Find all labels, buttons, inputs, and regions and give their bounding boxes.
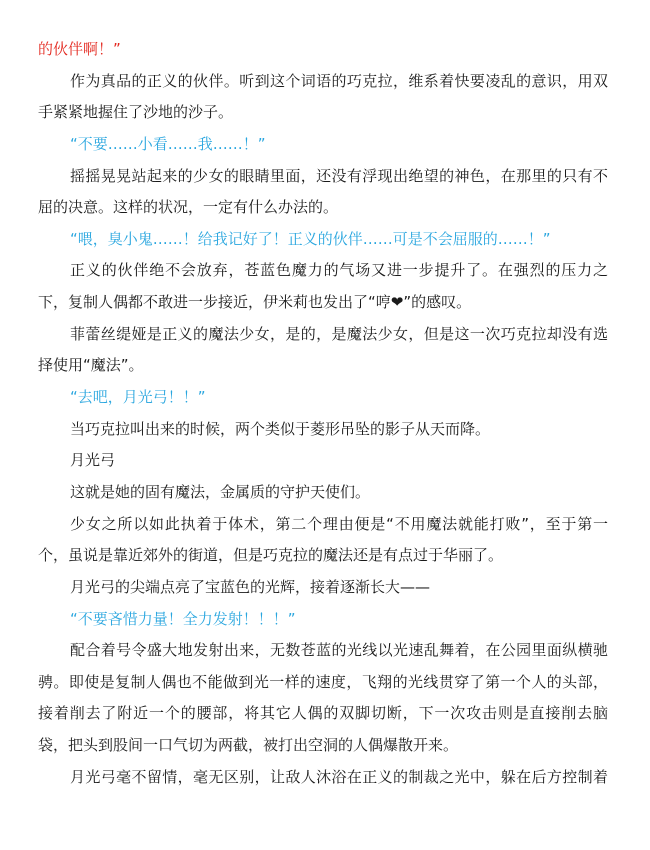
text-line: 月光弓的尖端点亮了宝蓝色的光辉，接着逐渐长大—— (70, 577, 431, 596)
narration-paragraph (38, 445, 608, 477)
narration-paragraph (38, 762, 608, 794)
narration-paragraph (38, 161, 608, 224)
text-line: 少女之所以如此执着于体术，第二个理由便是“不用魔法就能打败”，至于第一 (70, 514, 608, 533)
narration-paragraph (38, 255, 608, 318)
text-line: 摇摇晃晃站起来的少女的眼睛里面，还没有浮现出绝望的神色，在那里的只有不 (70, 166, 608, 185)
text-line: 择使用“魔法”。 (38, 356, 144, 375)
text-line: 配合着号令盛大地发射出来，无数苍蓝的光线以光速乱舞着，在公园里面纵横驰 (70, 641, 608, 660)
text-line: 的伙伴啊！” (38, 40, 121, 58)
text-line: 菲蕾丝缇娅是正义的魔法少女，是的，是魔法少女，但是这一次巧克拉却没有选 (70, 324, 608, 343)
narration-paragraph (38, 509, 608, 572)
dialogue-paragraph (38, 129, 608, 161)
text-line: 当巧克拉叫出来的时候，两个类似于菱形吊坠的影子从天而降。 (70, 419, 491, 438)
dialogue-paragraph (38, 224, 608, 256)
dialogue-paragraph (38, 34, 608, 66)
text-line: “不要吝惜力量！全力发射！！！” (70, 609, 296, 628)
narration-paragraph (38, 66, 608, 129)
narration-paragraph (38, 414, 608, 446)
text-line: “不要……小看……我……！” (70, 134, 266, 153)
narration-paragraph (38, 572, 608, 604)
text-line: 月光弓 (70, 451, 116, 470)
text-line: 袋，把头到股间一口气切为两截，被打出空洞的人偶爆散开来。 (38, 736, 459, 755)
narration-paragraph (38, 635, 608, 762)
dialogue-paragraph (38, 382, 608, 414)
text-line: 骋。即使是复制人偶也不能做到光一样的速度，飞翔的光线贯穿了第一个人的头部， (38, 672, 608, 691)
text-line: 个，虽说是靠近郊外的街道，但是巧克拉的魔法还是有点过于华丽了。 (38, 546, 504, 565)
text-line: 手紧紧地握住了沙地的沙子。 (38, 103, 234, 122)
text-line: 屈的决意。这样的状况，一定有什么办法的。 (38, 198, 339, 217)
text-line: “去吧，月光弓！！” (70, 388, 206, 407)
text-line: “喂，臭小鬼……！给我记好了！正义的伙伴……可是不会屈服的……！” (70, 229, 551, 248)
narration-paragraph (38, 477, 608, 509)
text-line: 正义的伙伴绝不会放弃，苍蓝色魔力的气场又进一步提升了。在强烈的压力之 (70, 261, 608, 280)
page-text (38, 34, 608, 793)
text-line: 作为真品的正义的伙伴。听到这个词语的巧克拉，维系着快要凌乱的意识，用双 (70, 71, 608, 90)
text-line: 这就是她的固有魔法，金属质的守护天使们。 (70, 482, 371, 501)
text-line: 接着削去了附近一个的腰部，将其它人偶的双脚切断，下一次攻击则是直接削去脑 (38, 704, 608, 723)
dialogue-paragraph (38, 604, 608, 636)
text-line: 月光弓毫不留情，毫无区别，让敌人沐浴在正义的制裁之光中，躲在后方控制着 (70, 767, 608, 786)
text-line: 下，复制人偶都不敢进一步接近，伊米莉也发出了“哼❤”的感叹。 (38, 293, 472, 312)
narration-paragraph (38, 319, 608, 382)
